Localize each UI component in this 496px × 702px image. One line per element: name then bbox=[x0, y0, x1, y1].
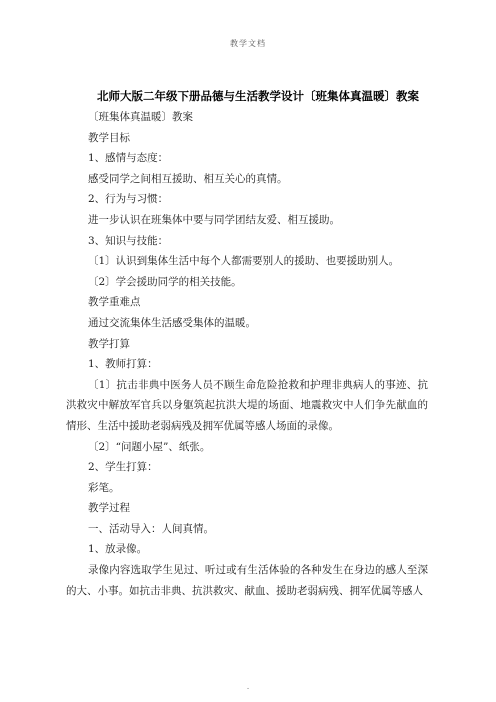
heading-preparation: 教学打算 bbox=[88, 337, 130, 350]
page-footer: . bbox=[246, 682, 250, 691]
goal-3-item-1: 〔1〕认识到集体生活中每个人都需要别人的援助、也要援助别人。 bbox=[88, 255, 400, 268]
heading-teaching-process: 教学过程 bbox=[88, 502, 130, 515]
teacher-prep-item-2: 〔2〕“问题小屋”、纸张。 bbox=[88, 440, 211, 453]
goal-3-heading: 3、知识与技能： bbox=[88, 234, 169, 247]
goal-2-heading: 2、行为与习惯： bbox=[88, 193, 169, 206]
teacher-prep-item-1: 〔1〕抗击非典中医务人员不顾生命危险抢救和护理非典病人的事迹、抗洪救灾中解放军官兵以身躯筑起抗洪大堤的场面、地震救灾中人们争先献血的情形、生活中援助老弱病残及拥军优属等感人场面的录像。 bbox=[66, 378, 428, 432]
heading-key-points: 教学重难点 bbox=[88, 296, 141, 309]
document-body bbox=[66, 107, 428, 601]
goal-2-text: 进一步认识在班集体中要与同学团结友爱、相互援助。 bbox=[88, 213, 340, 226]
teacher-prep-heading: 1、教师打算： bbox=[88, 358, 158, 371]
paragraph-lesson-name: 〔班集体真温暖〕教案 bbox=[88, 111, 193, 123]
goal-1-heading: 1、感情与态度： bbox=[88, 152, 169, 165]
activity-1-heading: 一、活动导入：人间真情。 bbox=[88, 522, 214, 535]
activity-1-step-1-text: 录像内容选取学生见过、听过或有生活体验的各种发生在身边的感人至深的大、小事。如抗击非典、抗洪救灾、献血、援助老弱病残、拥军优属等感人 bbox=[66, 564, 428, 597]
goal-1-text: 感受同学之间相互援助、相互关心的真情。 bbox=[88, 172, 288, 185]
activity-1-step-1: 1、放录像。 bbox=[88, 543, 148, 556]
document-title: 北师大版二年级下册品德与生活教学设计〔班集体真温暖〕教案 bbox=[97, 89, 419, 103]
heading-teaching-goals: 教学目标 bbox=[88, 131, 130, 144]
page-header: 教学文档 bbox=[230, 39, 266, 48]
key-points-text: 通过交流集体生活感受集体的温暖。 bbox=[88, 316, 256, 329]
goal-3-item-2: 〔2〕学会援助同学的相关技能。 bbox=[88, 275, 242, 288]
student-prep-text: 彩笔。 bbox=[88, 481, 120, 494]
student-prep-heading: 2、学生打算： bbox=[88, 461, 158, 474]
